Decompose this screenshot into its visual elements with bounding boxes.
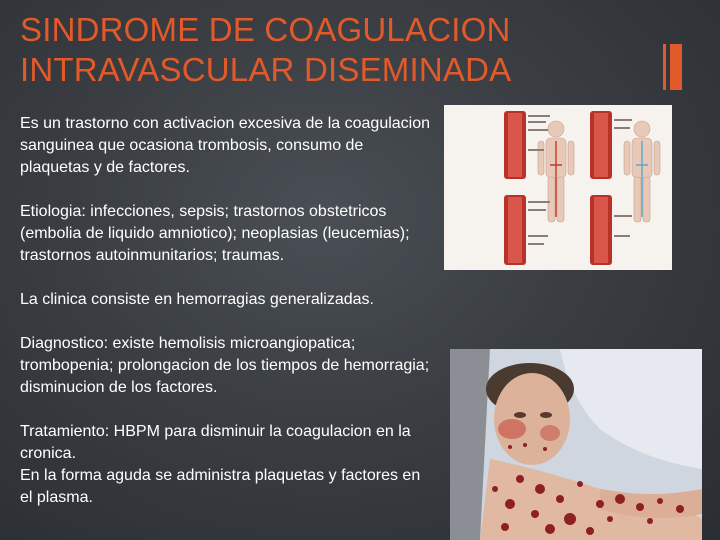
title-line-2: INTRAVASCULAR DISEMINADA [20, 51, 512, 88]
definition-paragraph: Es un trastorno con activacion excesiva de la coagulacion sanguinea que ocasiona trombosis, consumo de plaquetas y de factores. [20, 115, 431, 176]
body-text [20, 113, 432, 509]
patient-photo [450, 349, 702, 540]
title-accent-bars [663, 44, 683, 90]
treatment-paragraph-2: En la forma aguda se administra plaquetas y factores en el plasma. [20, 467, 421, 506]
dic-illustration-drawing [444, 105, 672, 270]
accent-bar-thick [670, 44, 682, 90]
etiology-paragraph: Etiologia: infecciones, sepsis; trastornos obstetricos (embolia de liquido amniotico); neoplasias (leucemias); trastornos autoinmunitarios; traumas. [20, 203, 410, 264]
diagnosis-paragraph: Diagnostico: existe hemolisis microangiopatica; trombopenia; prolongacion de los tiempos de hemorragia; disminucion de los factores. [20, 335, 430, 396]
clinical-paragraph: La clinica consiste en hemorragias generalizadas. [20, 291, 374, 308]
accent-bar-thin [663, 44, 666, 90]
dic-illustration [444, 105, 672, 270]
treatment-paragraph-1: Tratamiento: HBPM para disminuir la coagulacion en la cronica. [20, 423, 411, 462]
title-line-1: SINDROME DE COAGULACION [20, 11, 511, 48]
patient-photo-drawing [450, 349, 702, 540]
slide-title [20, 10, 620, 90]
